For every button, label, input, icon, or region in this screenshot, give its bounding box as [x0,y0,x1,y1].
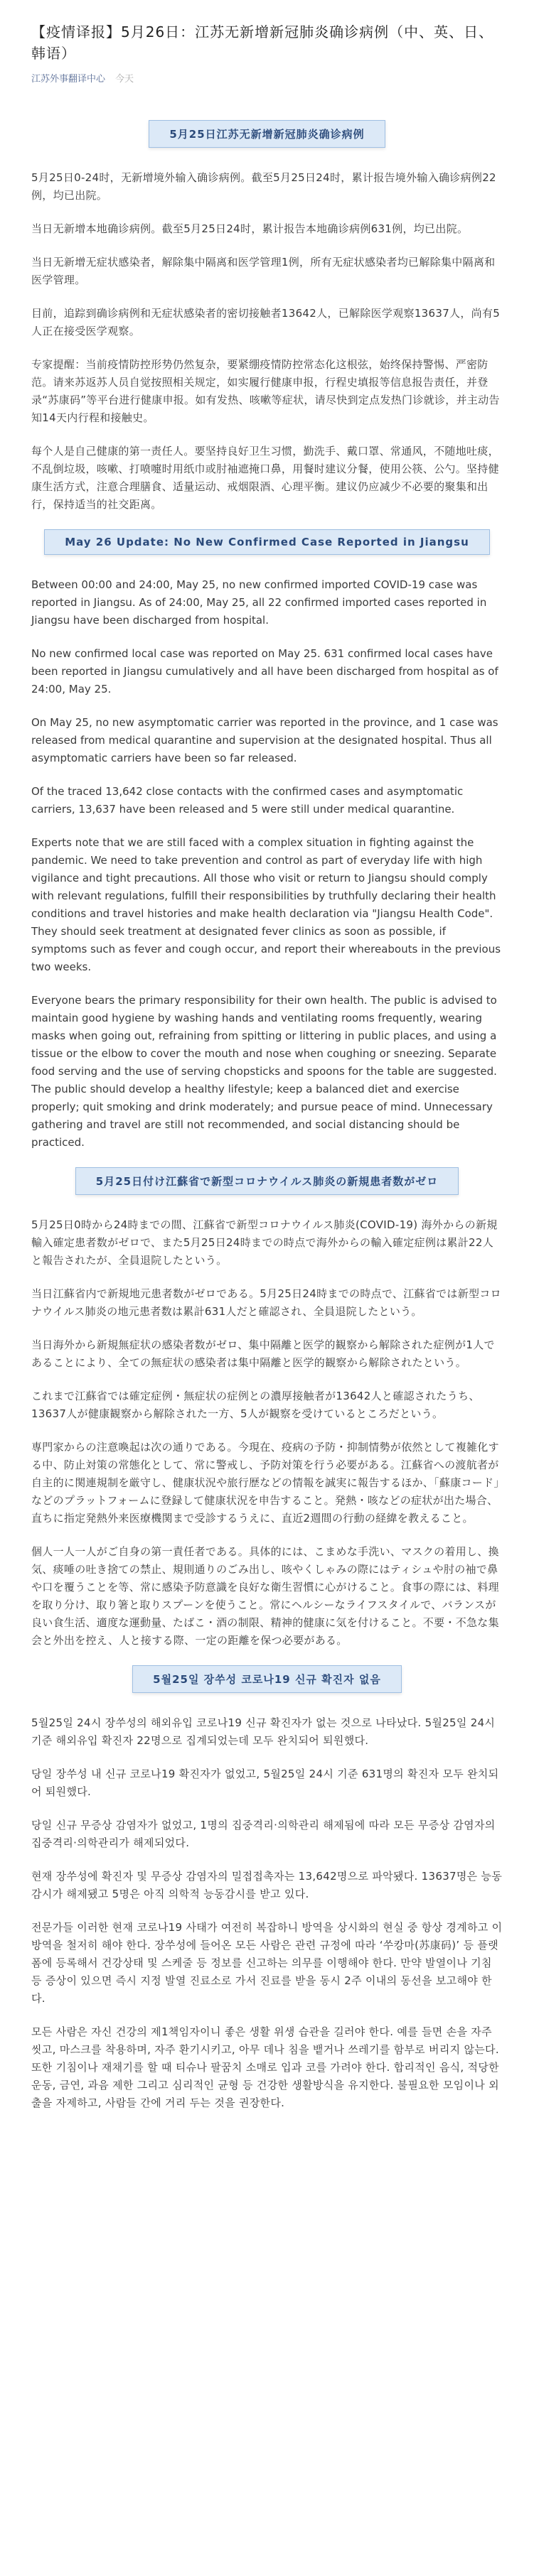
paragraph: 5月25日0時から24時までの間、江蘇省で新型コロナウイルス肺炎(COVID-19) 海外からの新規輸入確定患者数がゼロで、また5月25日24時までの時点で海外からの輸入確定症例は累計22人と報告されたが、全員退院したという。 [31,1218,498,1267]
paragraph: 당일 신규 무증상 감염자가 없었고, 1명의 집중격리·의학관리 해제됨에 따라 모든 무증상 감염자의 집중격리·의학관리가 해제되었다. [31,1819,496,1849]
publish-time: 今天 [115,74,134,85]
paragraph: 모든 사람은 자신 건강의 제1책임자이니 좋은 생활 위생 습관을 길러야 한다. 예를 들면 손을 자주 씻고, 마스크를 착용하며, 자주 환기시키고, 아무 데나 침을 뱉거나 쓰레기를 함부로 버리지 않는다. 또한 기침이나 재채기를 할 때 티슈나 팔꿈치 소매로 입과 코를 가려야 한다. 합리적인 음식, 적당한 운동, 금연, 과음 제한 그리고 심리적인 균형 등 건강한 생활방식을 유지한다. 불필요한 모임이나 외출을 자제하고, 사람들 간에 거리 두는 것을 권장한다. [31,2025,499,2109]
paragraph: 目前，追踪到确诊病例和无症状感染者的密切接触者13642人，已解除医学观察13637人，尚有5人正在接受医学观察。 [31,307,501,337]
paragraph: 個人一人一人がご自身の第一責任者である。具体的には、こまめな手洗い、マスクの着用し、換気、痰唾の吐き捨ての禁止、規則通りのごみ出し、咳やくしゃみの際にはティシュや肘の袖で鼻や口を覆うことを等、常に感染予防意識を良好な衛生習慣に心がけること。食事の際には、料理を取り分け、取り箸と取りスプーンを使うこと。常にヘルシーなライフスタイルで、バランスが良い食生活、適度な運動量、たばこ・酒の制限、精神的健康に気を付けること。不要・不急な集会と外出を控え、人と接する際、一定の距離を保つ必要がある。 [31,1545,499,1647]
paragraph: 5월25일 24시 장쑤성의 해외유입 코로나19 신규 확진자가 없는 것으로 나타났다. 5월25일 24시 기준 해외유입 확진자 22명으로 집계되었는데 모두 완치되어 퇴원했다. [31,1716,496,1747]
paragraph: 当日海外から新規無症状の感染者数がゼロ、集中隔離と医学的観察から解除された症例が1人であることにより、全ての無症状の感染者は集中隔離と医学的観察から解除されたという。 [31,1338,495,1369]
section-english [31,529,503,1152]
paragraph: 5月25日0-24时，无新增境外输入确诊病例。截至5月25日24时，累计报告境外输入确诊病例22例，均已出院。 [31,171,496,202]
paragraph: 专家提醒：当前疫情防控形势仍然复杂，要紧绷疫情防控常态化这根弦，始终保持警惕、严密防范。请来苏返苏人员自觉按照相关规定，如实履行健康申报，行程史填报等信息报告责任，并登录“苏康码”等平台进行健康申报。如有发热、咳嗽等症状，请尽快到定点发热门诊就诊，并主动告知14天内行程和接触史。 [31,358,500,424]
paragraph: Experts note that we are still faced with a complex situation in fighting against the pandemic. We need to take prevention and control as part of everyday life with high vigilance and tight precautions. All those who visit or return to Jiangsu should comply with relevant regulations, fulfill their responsibilities by truthfully declaring their health conditions and travel histories and make health declaration via "Jiangsu Health Code". They should seek treatment at designated fever clinics as soon as possible, if symptoms such as fever and cough occur, and report their whereabouts in the previous two weeks. [31,836,501,973]
paragraph: 전문가들 이러한 현재 코로나19 사태가 여전히 복잡하니 방역을 상시화의 현실 중 항상 경계하고 이 방역을 철저히 해야 한다. 장쑤성에 들어온 모든 사람은 관련 규정에 따라 ‘쑤캉마(苏康码)’ 등 플랫폼에 등록해서 건강상태 및 스케줄 등 정보를 신고하는 의무를 이행해야 한다. 만약 발열이나 기침 등 증상이 있으면 즉시 지정 발열 진료소로 가서 진료를 받을 동시 2주 이내의 동선을 보고해야 한다. [31,1921,503,2005]
section-japanese [31,1167,503,1650]
article-meta [31,71,503,85]
paragraph: Everyone bears the primary responsibility for their own health. The public is advised to maintain good hygiene by washing hands and ventilating rooms frequently, wearing masks when going out, refraining from spitting or littering in public places, and using a tissue or the elbow to cover the mouth and nose when coughing or sneezing. Separate food serving and the use of serving chopsticks and spoons for the table are suggested. The public should develop a healthy lifestyle; keep a balanced diet and exercise properly; quit smoking and drink moderately; and pursue peace of mind. Unnecessary gathering and travel are still not recommended, and social distancing should be practiced. [31,994,497,1149]
paragraph: 当日无新增无症状感染者，解除集中隔离和医学管理1例，所有无症状感染者均已解除集中隔离和医学管理。 [31,256,496,286]
paragraph: 当日江蘇省内で新規地元患者数がゼロである。5月25日24時までの時点で、江蘇省では新型コロナウイルス肺炎の地元患者数は累計631人だと確認され、全員退院したという。 [31,1287,501,1318]
paragraph: 현재 장쑤성에 확진자 및 무증상 감염자의 밀접접촉자는 13,642명으로 파악됐다. 13637명은 능동감시가 해제됐고 5명은 아직 의학적 능동감시를 받고 있다. [31,1870,503,1900]
section-chinese [31,120,503,514]
paragraph: これまで江蘇省では確定症例・無症状の症例との濃厚接触者が13642人と確認されたうち、13637人が健康観察から解除された一方、5人が観察を受けているところだという。 [31,1390,480,1420]
section-banner: 5월25일 장쑤성 코로나19 신규 확진자 없음 [132,1665,402,1693]
section-banner: 5月25日江苏无新增新冠肺炎确诊病例 [149,120,385,148]
paragraph: No new confirmed local case was reported on May 25. 631 confirmed local cases have been reported in Jiangsu cumulatively and all have been discharged from hospital as of 24:00, May 25. [31,647,498,696]
section-banner: 5月25日付け江蘇省で新型コロナウイルス肺炎の新規患者数がゼロ [75,1167,459,1195]
paragraph: Between 00:00 and 24:00, May 25, no new confirmed imported COVID-19 case was reported in Jiangsu. As of 24:00, May 25, all 22 confirmed imported cases reported in Jiangsu have been discharged from hospital. [31,578,487,627]
account-link[interactable]: 江苏外事翻译中心 [31,74,106,85]
article-title: 【疫情译报】5月26日：江苏无新增新冠肺炎确诊病例（中、英、日、韩语） [31,23,494,62]
paragraph: 每个人是自己健康的第一责任人。要坚持良好卫生习惯，勤洗手、戴口罩、常通风，不随地吐痰，不乱倒垃圾，咳嗽、打喷嚏时用纸巾或肘袖遮掩口鼻，用餐时建议分餐，使用公筷、公勺。坚持健康生活方式，注意合理膳食、适量运动、戒烟限酒、心理平衡。建议仍应减少不必要的聚集和出行，保持适当的社交距离。 [31,445,499,511]
paragraph: On May 25, no new asymptomatic carrier was reported in the province, and 1 case was released from medical quarantine and supervision at the designated hospital. Thus all asymptomatic carriers have been so far released. [31,716,498,764]
paragraph: Of the traced 13,642 close contacts with the confirmed cases and asymptomatic carriers, 13,637 have been released and 5 were still under medical quarantine. [31,785,464,816]
paragraph: 専門家からの注意喚起は次の通りである。今現在、疫病の予防・抑制情勢が依然として複雑化する中、防止対策の常態化として、常に警戒し、予防対策を行う必要がある。江蘇省への渡航者が自主的に関連規制を厳守し、健康状況や旅行歴などの情報を誠実に報告するほか、「蘇康コード」などのプラットフォームに登録して健康状況を申告すること。発熱・咳などの症状が出た場合、直ちに指定発熱外来医療機関まで受診するうえに、直近2週間の行動の経緯を教えること。 [31,1441,500,1525]
paragraph: 당일 장쑤성 내 신규 코로나19 확진자가 없었고, 5월25일 24시 기준 631명의 확진자 모두 완치되어 퇴원했다. [31,1768,499,1798]
section-banner: May 26 Update: No New Confirmed Case Reported in Jiangsu [44,529,490,555]
section-korean [31,1665,503,2112]
paragraph: 当日无新增本地确诊病例。截至5月25日24时，累计报告本地确诊病例631例，均已出院。 [31,222,469,235]
